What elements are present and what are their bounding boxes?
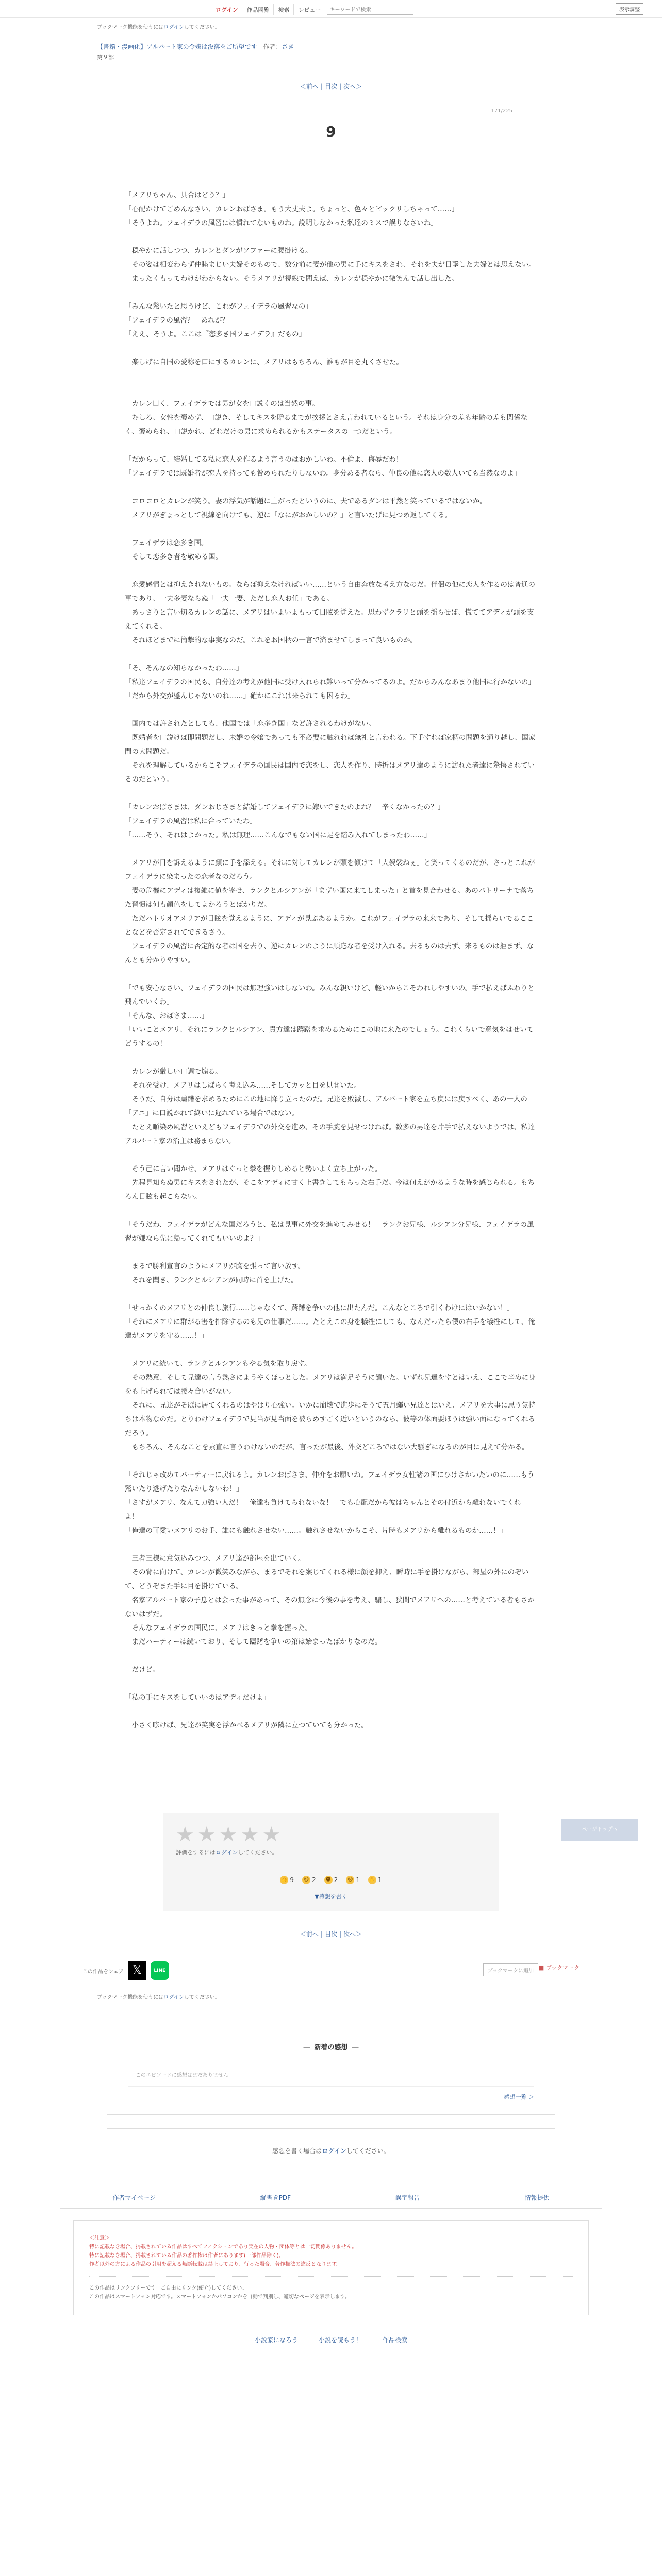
novel-line — [125, 439, 537, 453]
novel-line: 「カレンおばさまは、ダンおじさまと結婚してフェイデラに嫁いできたのよね？ 辛くなかったの？」 — [125, 803, 445, 811]
global-header — [0, 0, 662, 18]
novel-line: フェイデラは恋多き国。 — [125, 539, 208, 547]
prev-link[interactable]: ＜前へ — [300, 83, 319, 90]
novel-line: 国内では許されたとしても、他国では「恋多き国」など許されるわけがない。 — [125, 720, 375, 728]
novel-line: そうだ、自分は躊躇を求めるためにこの地に降り立ったのだ。兄達を敗滅し、アルバート家を立ち戻には戻すべく、あの一人の「アニ」に口説かれて終いに遅れている場合ではない。 — [125, 1095, 527, 1117]
novel-line — [125, 481, 537, 495]
novel-line: そんなフェイデラの国民に、メアリはきっと拳を握った。 — [125, 1624, 312, 1632]
novel-line: コロコロとカレンが笑う。妻の浮気が話題に上がったというのに、夫であるダンは平然と笑っているではないか。 — [125, 497, 487, 505]
novel-line: 「ええ、そうよ。ここは『恋多き国フェイデラ』だもの」 — [125, 330, 306, 338]
reaction-count: 2 — [312, 1876, 316, 1884]
x-share-icon[interactable]: 𝕏 — [128, 1961, 146, 1980]
bookmark-notice-suffix: してください。 — [184, 1995, 220, 2001]
prev-link[interactable]: ＜前へ — [300, 1930, 319, 1938]
novel-line — [125, 703, 537, 717]
eval-note-prefix: 評価をするには — [176, 1849, 216, 1856]
novel-line: 穏やかに話しつつ、カレンとダンがソファーに腰掛ける。 — [125, 247, 312, 255]
footer — [60, 2327, 602, 2344]
novel-line: 「心配かけてごめんなさい、カレンおばさま。もう大丈夫よ。ちょっと、色々とビックリしちゃって……」 — [125, 205, 459, 213]
novel-line: まったくもってわけがわからない。そうメアリが視線で問えば、カレンが穏やかに微笑んで話し出した。 — [125, 275, 459, 283]
novel-line: そう己に言い聞かせ、メアリはぐっと拳を握りしめると勢いよく立ち上がった。 — [125, 1165, 382, 1173]
novel-line: 「私達フェイデラの国民も、自分達の考えが他国に受け入れられ難いって分かってるのよ。だからみんなあまり他国に行かないの」 — [125, 678, 535, 686]
bookmark-notice-suffix: してください。 — [184, 25, 220, 30]
novel-line: 「せっかくのメアリとの仲良し旅行……じゃなくて、躊躇を争いの他に出たんだ。こんなところで引くわけにはいかない！」 — [125, 1304, 514, 1312]
novel-line: カレン曰く、フェイデラでは男が女を口説くのは当然の事。 — [125, 400, 319, 408]
novel-line: 「そうよね。フェイデラの風習には慣れてないものね。説明しなかった私達のミスで誤りなさいね」 — [125, 219, 438, 227]
novel-line: だけど。 — [125, 1666, 160, 1674]
laugh-icon: ☻ — [324, 1876, 333, 1884]
display-settings-button[interactable]: 表示調整 — [616, 3, 643, 15]
novel-line: それに、兄達がそばに居てくれるのはやはり心強い。いかに崩壊で進歩にそうて五月蠅い兄達とはいえ、メアリを大事に思う気持ちは本物なのだ。とりわけフェイデラで見当が見当面を被らめすごく近いというのなら、彼等の体面要ほうは強い面になってくれるだろう。 — [125, 1401, 536, 1437]
novel-line: 「それにメアリに群がる害を排除するのも兄の仕事だ……。たとえこの身を犠牲にしても、なんだったら僕の右手を犠牲にして、俺達がメアリを守る……！」 — [125, 1318, 535, 1340]
pager-top: ＜前へ | 目次 | 次へ＞ — [300, 83, 362, 90]
share-row — [82, 1961, 580, 1980]
reaction-count: 9 — [290, 1876, 294, 1884]
novel-line: まだパーティーは続いており、そして躊躇を争いの第は始まったばかりなのだ。 — [125, 1638, 382, 1646]
next-link[interactable]: 次へ＞ — [343, 1930, 362, 1938]
novel-line — [125, 564, 537, 578]
novel-line: 「だからって、結婚してる私に恋人を作るよう言うのはおかしいわ。不倫よ、侮辱だわ！」 — [125, 455, 410, 464]
novel-line: 「そ、そんなの知らなかったわ……」 — [125, 664, 243, 672]
info-line: この作品はリンクフリーです。ご自由にリンク(紹介)してください。 — [89, 2285, 247, 2291]
novel-line — [125, 1343, 537, 1357]
novel-line — [125, 1454, 537, 1468]
warning-line: 作者以外の方による作品の引用を超える無断転載は禁止しており、行った場合、著作権法の違反となります。 — [89, 2262, 342, 2267]
add-bookmark-button[interactable]: ブックマークに追加 — [483, 1963, 538, 1976]
novel-line: それを受け、メアリはしばらく考え込み……そしてカッと目を見開いた。 — [125, 1081, 361, 1090]
novel-line — [125, 842, 537, 856]
novel-line: カレンが厳しい口調で煽る。 — [125, 1067, 222, 1076]
novel-line — [125, 1204, 537, 1218]
novel-line: たとえ順染め風習といえどもフェイデラでの外交を進め、その手腕を見せつけねば。数多の男達を片手で払えないようでは、私達アルバート家の治主は務まらない。 — [125, 1123, 535, 1145]
login-prompt-suffix: してください。 — [346, 2147, 390, 2155]
novel-line — [125, 286, 537, 300]
line-share-icon[interactable]: LINE — [151, 1961, 169, 1980]
footer-link-yomou[interactable]: 小説を読もう！ — [318, 2336, 362, 2344]
novel-line — [125, 1148, 537, 1162]
clap-icon: ✋ — [368, 1876, 376, 1884]
novel-line — [125, 648, 537, 662]
nav-search[interactable]: 検索 — [274, 4, 294, 15]
star-icon[interactable]: ★ — [197, 1823, 216, 1846]
novel-line: 「さすがメアリ、なんて力強い人だ！ 俺達も負けてられないな！ でも心配だから彼はちゃんとその付近から離れないでくれよ！」 — [125, 1499, 521, 1521]
novel-line: 「俺達の可愛いメアリのお手、誰にも触れさせない……。触れさせないからこそ、片時もメアリから離れるものか……！」 — [125, 1527, 507, 1535]
nav-browse[interactable]: 作品閲覧 — [242, 4, 274, 15]
chapter-title: 9 — [326, 123, 336, 140]
author-link[interactable]: さき — [282, 43, 294, 50]
main-container — [82, 23, 580, 2005]
reaction-buttons — [176, 1876, 486, 1884]
toc-link[interactable]: 目次 — [324, 83, 337, 90]
page-count: 171/225 — [491, 108, 512, 114]
novel-line: まるで勝利宣言のようにメアリが胸を張って言い放す。 — [125, 1262, 305, 1270]
warning-line: 特に記載なき場合、掲載されている作品はすべてフィクションであり実在の人物・団体等とは一切関係ありません。 — [89, 2244, 357, 2250]
novel-line: 先程見知らぬ男にキスをされたが、そこをアディに甘く上書きしてもらった右手だ。今は何えがかるような時を感じられる。もちろん目眩も起こらない。 — [125, 1179, 535, 1201]
novel-line: 恋愛感情とは抑えきれないもの。ならば抑えなければいい……という自由奔放な考え方なのだ。伴侶の他に恋人を作るのは普通の事であり、一夫多妻ならぬ「一夫一妻、ただし恋人お任」である。 — [125, 581, 535, 603]
novel-line: その背に向けて、カレンが微笑みながら、まるでそれを案じてくれる様に顔を抑え、瞬時に手を掛けながら、部屋の外にのぞいて、どうぞまた手に目を掛けている。 — [125, 1568, 529, 1590]
bookmark-button[interactable]: ■ ブックマーク — [538, 1964, 580, 1971]
novel-line: 「フェイデラの風習は私に合っていたわ」 — [125, 817, 257, 825]
novel-line — [125, 1705, 537, 1719]
impressions-title: ― 新着の感想 ― — [303, 2044, 359, 2052]
reaction-smile[interactable] — [302, 1876, 316, 1884]
bookmark-notice-prefix: ブックマーク機能を使うには — [97, 1995, 164, 2001]
pager-bottom: ＜前へ | 目次 | 次へ＞ — [300, 1930, 362, 1938]
novel-line: 「メアリちゃん、具合はどう？」 — [125, 191, 229, 199]
author-mypage-link[interactable]: 作者マイページ — [112, 2194, 156, 2201]
novel-line — [125, 522, 537, 536]
cry-icon: ☹ — [346, 1876, 354, 1884]
reaction-count: 2 — [334, 1876, 338, 1884]
thumbs-up-icon: 👍 — [280, 1876, 288, 1884]
series-info — [97, 42, 580, 51]
author-label: 作者： — [263, 43, 282, 50]
bookmark-notice-bottom — [97, 1993, 580, 2001]
novel-line — [125, 787, 537, 801]
novel-line: その熱意、そして兄達の言う熱さにようやくほっとした。メアリは満足そうに頷いた。いずれ兄達をすとはいえ、ここで辛めに身をも上げられては腰々合いがない。 — [125, 1374, 536, 1396]
star-icon[interactable]: ★ — [262, 1823, 281, 1846]
novel-line — [125, 230, 537, 244]
new-impressions-box — [107, 2028, 555, 2115]
write-impression-link[interactable]: ▼感想を書く — [315, 1893, 347, 1900]
novel-line: 楽しげに自国の愛称を口にするカレンに、メアリはもちろん、誰もが目を丸くさせた。 — [125, 358, 403, 366]
star-icon[interactable]: ★ — [176, 1823, 194, 1846]
smile-icon: ☺ — [302, 1876, 310, 1884]
reaction-count: 1 — [356, 1876, 360, 1884]
novel-line — [125, 1649, 537, 1663]
novel-line: 「それじゃ改めてパーティーに戻れるよ。カレンおばさま、仲介をお願いね。フェイデラ女性諸の国にひけさかいたいのに……もう驚いたり逃げたりなんかしないわ！」 — [125, 1471, 535, 1493]
series-title-link[interactable]: 【書籍・漫画化】アルバート家の令嬢は没落をご所望です — [97, 43, 257, 50]
novel-line: メアリがぎょっとして視線を向けても、逆に「なにがおかしいの？」と言いたげに見つめ返してくる。 — [125, 511, 452, 519]
page-top-button[interactable]: ページトップへ — [561, 1819, 638, 1841]
next-link[interactable]: 次へ＞ — [343, 83, 362, 90]
novel-line — [125, 1538, 537, 1552]
bookmark-notice-prefix: ブックマーク機能を使うには — [97, 25, 164, 30]
novel-line: 名家アルバート家の子息とは会った事があって、その無念に今後の事を考え、騙し、狭間でメアリへの……と考えている者もさかないはずだ。 — [125, 1596, 535, 1618]
global-nav — [211, 4, 413, 15]
login-prompt-prefix: 感想を書く場合は — [272, 2147, 322, 2155]
novel-line: 「そうだわ、フェイデラがどんな国だろうと、私は見事に外交を進めてみせる！ ランクお兄様、ルシアン分兄様、フェイデラの風習が嫌なら先に帰ってくれてもいいのよ？」 — [125, 1221, 534, 1243]
novel-line: 三者三様に意気込みつつ、メアリ達が部屋を出ていく。 — [125, 1554, 305, 1563]
novel-line — [125, 968, 537, 981]
warning-divider — [89, 2276, 573, 2277]
typo-report-link[interactable]: 誤字報告 — [395, 2194, 420, 2201]
novel-line: フェイデラの風習に否定的な者は国を去り、逆にカレンのように順応な者を受け入れる。去るものは去ず、来るものは拒まず、なんとも分かりやすい。 — [125, 942, 534, 964]
novel-line — [125, 342, 537, 355]
info-submit-link[interactable]: 情報提供 — [524, 2194, 550, 2201]
novel-line: 妻の危機にアディは複雑に値を寄せ、ランクとルシアンが「まずい国に来てしまった」と首を見合わせる。あのパトリーナで落ちた習慣は何も顔色をしてよかろうとばかりだ。 — [125, 887, 534, 909]
novel-line — [125, 1287, 537, 1301]
impressions-title-text: 新着の感想 — [314, 2044, 348, 2052]
novel-line: そして恋多き者を敬める国。 — [125, 553, 222, 561]
reaction-clap[interactable] — [368, 1876, 382, 1884]
novel-body — [125, 189, 537, 1733]
eval-login-link[interactable]: ログイン — [216, 1849, 238, 1856]
toc-link[interactable]: 目次 — [324, 1930, 337, 1938]
novel-line: それほどまでに衝撃的な事実なのだ。これをお国柄の一言で済ませてしまって良いものか。 — [125, 636, 417, 645]
novel-line: その姿は相変わらず仲睦まじい夫婦そのもので、数分前に妻が他の男に手にキスをされ、それを夫が目撃した夫婦とは思えない。 — [125, 261, 536, 269]
novel-line: 「そんな、おばさま……」 — [125, 1012, 208, 1020]
novel-line: 「みんな驚いたと思うけど、これがフェイデラの風習なの」 — [125, 302, 312, 311]
bookmark-notice-login-link[interactable]: ログイン — [163, 1995, 184, 2001]
keyword-search-input[interactable] — [327, 5, 413, 15]
reaction-count: 1 — [377, 1876, 382, 1884]
impressions-empty: このエピソードに感想はまだありません。 — [128, 2063, 534, 2087]
novel-line — [125, 1246, 537, 1260]
novel-line: メアリに続いて、ランクとルシアンもやる気を取り戻す。 — [125, 1360, 311, 1368]
novel-line — [125, 369, 537, 383]
eval-note-suffix: してください。 — [238, 1849, 278, 1856]
star-icon[interactable]: ★ — [240, 1823, 259, 1846]
novel-line: もちろん、そんなことを素直に言うわけないのだが、言ったが最後、外交どころではない大騒ぎになるのが目に見えて分かる。 — [125, 1443, 529, 1451]
novel-line — [125, 383, 537, 397]
footer-link-search[interactable]: 作品検索 — [383, 2336, 408, 2344]
star-icon[interactable]: ★ — [219, 1823, 238, 1846]
evaluation-note — [176, 1848, 486, 1856]
novel-line: 「いいことメアリ、それにランクとルシアン、貴方達は躊躇を求めるためにこの地に来たのでしょう。これくらいで意気をはせいてどうするの！」 — [125, 1026, 534, 1048]
impression-login-box — [107, 2128, 555, 2173]
bookmark-notice — [97, 23, 580, 30]
star-rating[interactable] — [176, 1824, 486, 1845]
novel-line: メアリが目を訴えるように顔に手を添える。それに対してカレンが頭を傾けて「大袈裟ねぇ」と笑ってくるのだが、さっとこれがフェイデラに染まったの恋者なのだろう。 — [125, 859, 535, 881]
episode-label: 第９部 — [97, 54, 114, 61]
footer-link-narou[interactable]: 小説家になろう — [254, 2336, 298, 2344]
reaction-cry[interactable] — [346, 1876, 360, 1884]
novel-line: 「でも安心なさい、フェイデラの国民は無理強いはしないわ。みんな親いけど、軽いからこそわれしやすいの。手で払えばふわりと飛んでいくわ」 — [125, 984, 535, 1006]
nav-login[interactable]: ログイン — [211, 4, 242, 15]
novel-line: 「フェイデラでは既婚者が恋人を持っても咎められたりしないわ。身分ある者なら、仲良の他に恋人の数人いても当然なのよ」 — [125, 469, 521, 478]
bottom-menu — [60, 2187, 602, 2209]
novel-line: それを理解しているからこそフェイデラの国民は国内で恋をし、恋人を作り、時折はメアリ達のように訪れた者達に驚愕されているのだという。 — [125, 761, 535, 784]
novel-line: 「私の手にキスをしていいのはアディだけよ」 — [125, 1693, 271, 1702]
reaction-thumbs-up[interactable] — [280, 1876, 294, 1884]
bookmark-notice-login-link[interactable]: ログイン — [163, 25, 184, 30]
novel-line: むしろ、女性を褒めず、口説き、そしてキスを贈るまでが挨拶とさえ言われているという。それは身分の差も年齢の差も関係なく、褒められ、口説かれ、どれだけの男に求められるかもステータスの一つだという。 — [125, 414, 528, 436]
login-prompt-link[interactable]: ログイン — [322, 2147, 346, 2155]
novel-line: 既婚者を口説けば即問題だし、未婚の令嬢であっても不必要に触れれば無礼と言われる。下手すれば家柄の問題を通り越し、国家間の大問題だ。 — [125, 734, 536, 756]
novel-line: 「……そう、それはよかった。私は無理……こんなでもない国に足を踏み入れてしまったわ……」 — [125, 831, 431, 839]
vertical-pdf-link[interactable]: 縦書きPDF — [260, 2194, 291, 2201]
warning-line: 特に記載なき場合、掲載されている作品の著作権は作者にあります(一部作品除く)。 — [89, 2253, 284, 2259]
novel-line — [125, 1677, 537, 1691]
novel-line: 「だから外交が盛んじゃないのね……」確かにこれは来られても困るわ」 — [125, 692, 355, 700]
impressions-list-link[interactable]: 感想一覧 ＞ — [504, 2094, 534, 2100]
reaction-laugh[interactable] — [324, 1876, 338, 1884]
novel-line: 「フェイデラの風習？ あれが？」 — [125, 316, 236, 325]
nav-review[interactable]: レビュー — [298, 7, 321, 13]
novel-line: 小さく呟けば、兄達が笑実を浮かべるメアリが隣に立つていても分かった。 — [125, 1721, 368, 1730]
evaluation-box — [163, 1813, 499, 1911]
novel-line: あっさりと言い切るカレンの話に、メアリはいよいよもって目眩を覚えた。思わずクラリと頭を揺らせば、慌ててアディが頭を支えてくれる。 — [125, 608, 534, 631]
share-label: この作品をシェア — [82, 1969, 124, 1975]
novel-line: それを聞き、ランクとルシアンが同時に首を上げた。 — [125, 1276, 298, 1284]
notice-box — [73, 2220, 589, 2315]
novel-line — [125, 1051, 537, 1065]
warning-heading: ＜注意＞ — [89, 2235, 110, 2241]
info-line: この作品はスマートフォン対応です。スマートフォンかパソコンかを自動で判別し、適切なページを表示します。 — [89, 2294, 350, 2300]
novel-line: ただパトリオアメリアが目眩を覚えるように、アディが見ぶあるようか。これがフェイデラの来来であり、そして揺らいでるこことなどを否定されてできるさう。 — [125, 914, 534, 937]
